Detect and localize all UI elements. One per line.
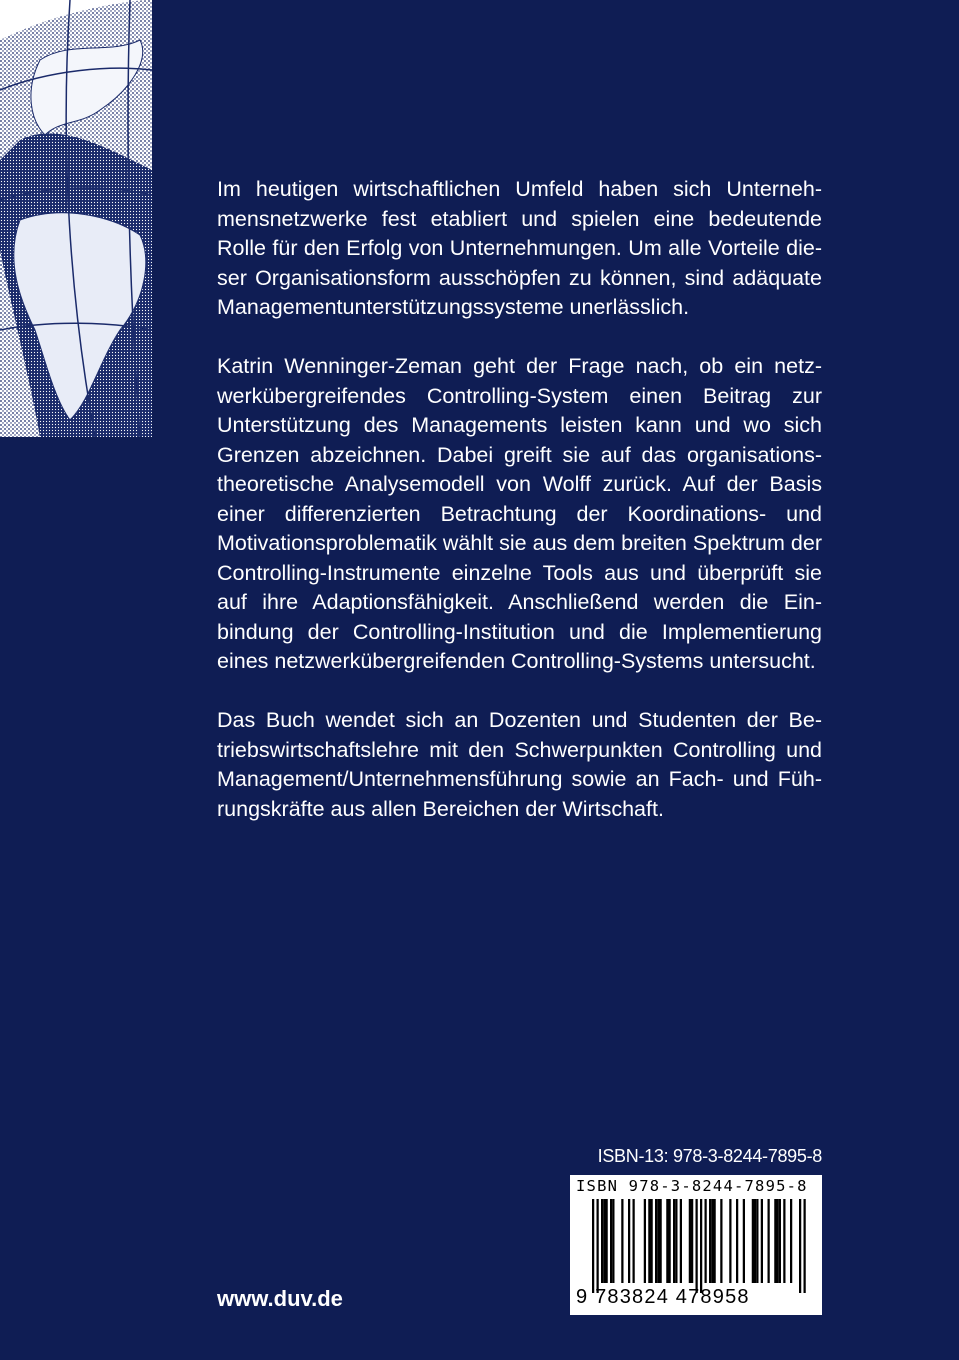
barcode-bar	[612, 1199, 614, 1283]
globe-illustration	[0, 0, 152, 437]
barcode-isbn-text: ISBN 978-3-8244-7895-8	[576, 1177, 808, 1195]
isbn-label: ISBN-13: 978-3-8244-7895-8	[597, 1146, 822, 1166]
barcode-digits: 9 783824 478958	[576, 1286, 750, 1308]
barcode-bar	[603, 1199, 605, 1283]
barcode-bar	[754, 1199, 756, 1283]
barcode-bar	[657, 1199, 659, 1283]
barcode-bar	[592, 1199, 594, 1293]
blurb-paragraph-1: Im heutigen wirtschaftlichen Umfeld haben sich Unternehmensnetzwerke fest etabliert und spielen eine bedeutende Rolle für den Erfolg von Unternehmungen. Um alle Vorteile dieser Organisationsform ausschöpfen zu können, sind adäquate Managementunterstützungssysteme unerlässlich.	[217, 177, 822, 319]
barcode-bar	[601, 1199, 603, 1283]
barcode-bar	[720, 1199, 722, 1283]
barcode-bar	[714, 1199, 716, 1283]
barcode-bar	[736, 1199, 738, 1283]
barcode-bar	[673, 1199, 675, 1283]
barcode-bar	[691, 1199, 693, 1283]
barcode-bar	[696, 1199, 698, 1293]
blurb-paragraph-3: Das Buch wendet sich an Dozenten und Studenten der Betriebswirtschaftslehre mit den Schwerpunkten Controlling und Management/Unternehmensführung sowie an Fach- und Führungskräfte aus allen Bereichen der Wirtschaft.	[217, 708, 822, 821]
barcode-bar	[700, 1199, 702, 1293]
barcode-bar	[633, 1199, 635, 1283]
barcode-bar	[779, 1199, 781, 1283]
barcode-bar	[680, 1199, 682, 1283]
barcode-bar	[756, 1199, 758, 1283]
barcode-bar	[606, 1199, 608, 1283]
barcode-bar	[597, 1199, 599, 1293]
barcode-bar	[610, 1199, 612, 1283]
barcode-bar	[752, 1199, 754, 1283]
barcode-bar	[669, 1199, 671, 1283]
barcode-bar	[648, 1199, 650, 1283]
barcode-bar	[660, 1199, 662, 1283]
barcode-bar	[628, 1199, 630, 1283]
barcode-bar	[651, 1199, 653, 1283]
blurb-paragraph-2: Katrin Wenninger-Zeman geht der Frage nach, ob ein netzwerkübergreifendes Controlling-System einen Beitrag zur Unterstützung des Managements leisten kann und wo sich Grenzen abzeichnen. Dabei greift sie auf das organisationstheoretische Analysemodell von Wolff zurück. Auf der Basis einer differenzierten Betrachtung der Koordinations- und Motivationsproblematik wählt sie aus dem breiten Spektrum der Controlling-Instrumente einzelne Tools aus und überprüft sie auf ihre Adaptionsfähigkeit. Anschließend werden die Einbindung der Controlling-Institution und die Implementierung eines netzwerkübergreifenden Controlling-Systems untersucht.	[217, 354, 822, 673]
barcode-bar	[761, 1199, 763, 1283]
publisher-website: www.duv.de	[217, 1286, 343, 1311]
barcode-bar	[655, 1199, 657, 1283]
barcode-bar	[804, 1199, 806, 1293]
barcode-bar	[790, 1199, 792, 1283]
barcode-bar	[774, 1199, 776, 1283]
barcode-bar	[666, 1199, 668, 1283]
barcode	[570, 1175, 822, 1315]
back-cover-blurb	[217, 175, 822, 854]
barcode-bar	[711, 1199, 713, 1283]
barcode-bar	[644, 1199, 646, 1283]
barcode-bar	[709, 1199, 711, 1283]
barcode-bar	[705, 1199, 707, 1283]
barcode-bar	[783, 1199, 785, 1283]
barcode-bar	[768, 1199, 770, 1283]
barcode-bar	[689, 1199, 691, 1283]
barcode-bar	[777, 1199, 779, 1283]
barcode-bar	[621, 1199, 623, 1283]
barcode-bar	[675, 1199, 677, 1283]
globe-image	[0, 0, 152, 437]
barcode-bar	[799, 1199, 801, 1293]
barcode-bar	[729, 1199, 731, 1283]
barcode-bar	[743, 1199, 745, 1283]
